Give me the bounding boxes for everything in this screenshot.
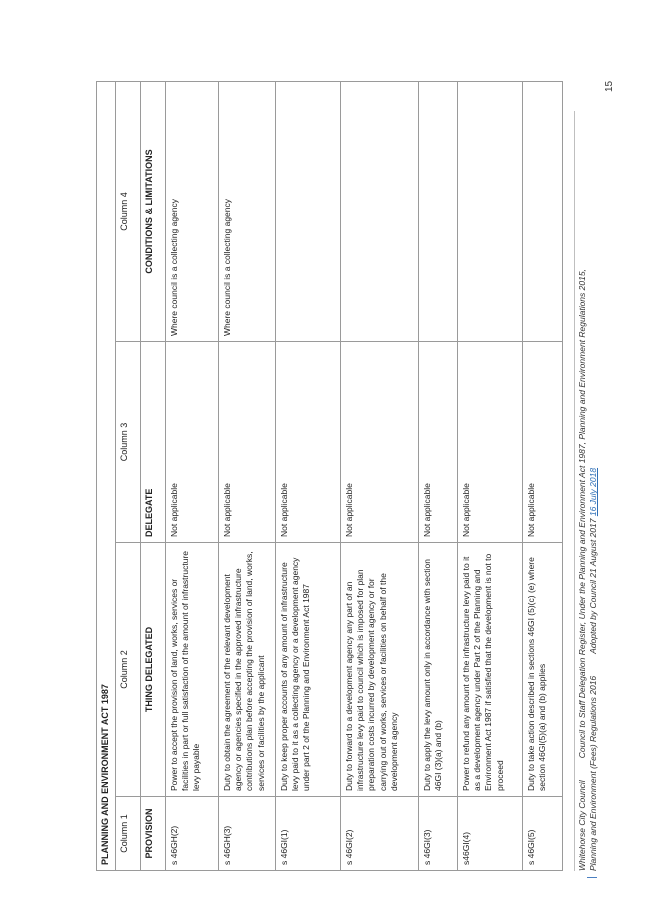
thing-cell (275, 543, 340, 797)
column-2-label: Column 2 (115, 543, 140, 797)
header-row (140, 81, 165, 870)
column-4-label: Column 4 (115, 81, 140, 341)
conditions-cell (457, 81, 522, 341)
table-row (340, 81, 418, 870)
conditions-cell (340, 81, 418, 341)
provision-cell: s 46GI(2) (340, 797, 418, 871)
header-provision: PROVISION (140, 797, 165, 871)
conditions-cell: Where council is a collecting agency (218, 81, 275, 341)
thing-cell: Duty to apply the levy amount only in accordance with section 46GI (3)(a) and (b) (418, 543, 457, 797)
table-row (457, 81, 522, 870)
act-title: PLANNING AND ENVIRONMENT ACT 1987 (97, 81, 116, 870)
delegate-cell: Not applicable (275, 342, 340, 543)
delegate-cell: Not applicable (457, 342, 522, 543)
delegate-cell: Not applicable (165, 342, 218, 543)
provision-cell: s 46GI(1) (275, 797, 340, 871)
thing-cell: Duty to forward to a development agency any part of an infrastructure levy paid to council which is imposed for plan preparation costs incurred by development agency or for carrying out of works, services or facilities on behalf of the development agency (340, 543, 418, 797)
table-row (218, 81, 275, 870)
footer-line-2 (588, 111, 599, 871)
page-footer (574, 111, 600, 871)
act-title-row (97, 81, 116, 870)
delegate-cell: Not applicable (522, 342, 562, 543)
table-row (522, 81, 562, 870)
footer-council-name: Whitehorse City Council (577, 780, 587, 871)
thing-text: Duty to keep proper accounts of any amount of infrastructure levy paid to it as a collecting agency or a development agency under part 2 of the Planning and Environment Act 1987 (278, 557, 312, 791)
conditions-cell (522, 81, 562, 341)
revision-marker (587, 877, 597, 878)
footer-adopted: Adopted by Council 21 August 2017 (588, 518, 599, 654)
thing-cell: Power to accept the provision of land, works, services or facilities in part or full satisfaction of the amount of infrastructure levy payable (165, 543, 218, 797)
delegation-table (96, 81, 563, 871)
provision-cell: s46GI(4) (457, 797, 522, 871)
conditions-cell (418, 81, 457, 341)
header-thing-delegated: THING DELEGATED (140, 543, 165, 797)
footer-register-title: Council to Staff Delegation Register, Under the Planning and Environment Act 1987, Planning and Environment Regulations 2015, (577, 269, 587, 759)
provision-cell: s 46GH(3) (218, 797, 275, 871)
delegate-cell: Not applicable (418, 342, 457, 543)
column-3-label: Column 3 (115, 342, 140, 543)
footer-fees-regulations: Planning and Environment (Fees) Regulations 2016 (588, 675, 599, 871)
header-delegate: DELEGATE (140, 342, 165, 543)
footer-line-1 (577, 111, 588, 871)
delegate-cell: Not applicable (340, 342, 418, 543)
table-row (418, 81, 457, 870)
thing-cell: Duty to obtain the agreement of the relevant development agency or agencies specified in the approved infrastructure contributions plan before accepting the provision of land, works, services or facilities by the applicant (218, 543, 275, 797)
table-row (275, 81, 340, 870)
thing-cell: Power to refund any amount of the infrastructure levy paid to it as a development agency under Part 2 of the Planning and Environment Act 1987 if satisfied that the development is not to proceed (457, 543, 522, 797)
provision-cell: s 46GH(2) (165, 797, 218, 871)
delegate-cell: Not applicable (218, 342, 275, 543)
header-conditions: CONDITIONS & LIMITATIONS (140, 81, 165, 341)
provision-cell: s 46GI(3) (418, 797, 457, 871)
page-number: 15 (604, 80, 615, 92)
footer-revision-date: 16 July 2018 (588, 467, 599, 517)
provision-cell: s 46GI(5) (522, 797, 562, 871)
column-1-label: Column 1 (115, 797, 140, 871)
conditions-cell: Where council is a collecting agency (165, 81, 218, 341)
conditions-cell (275, 81, 340, 341)
table-row (165, 81, 218, 870)
thing-cell: Duty to take action described in sections 46GI (5)(c) (e) where section 46GI(5)(a) and (b) applies (522, 543, 562, 797)
column-number-row (115, 81, 140, 870)
